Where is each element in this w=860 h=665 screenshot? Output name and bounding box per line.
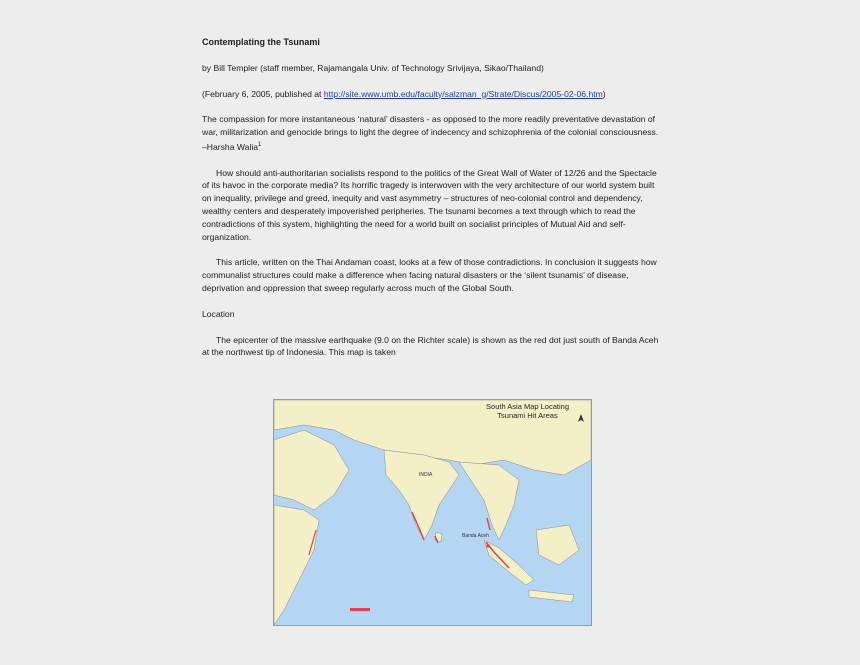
epigraph-quote [202, 113, 662, 153]
map-label-banda-aceh: Banda Aceh [462, 533, 489, 539]
hit-area-andaman [487, 518, 490, 530]
map-graphic [274, 400, 591, 625]
map-title [486, 402, 569, 420]
land-india [384, 450, 459, 540]
section-heading-location: Location [202, 308, 235, 319]
footnote-marker[interactable]: 1 [258, 141, 262, 148]
paragraph-2: This article, written on the Thai Andaman coast, looks at a few of those contradictions. In conclusion it suggests how communalist structures could make a difference when facing natural disasters or the ‘silent tsunamis’ of disease, deprivation and oppression that sweep regularly across much of the Global South. [202, 257, 657, 294]
land-java [529, 590, 574, 602]
map-label-india: INDIA [419, 472, 433, 478]
source-link[interactable]: http://site.www.umb.edu/faculty/salzman_g/Strate/Discus/2005-02-06.htm [323, 88, 603, 99]
tsunami-map-figure [273, 399, 592, 626]
land-sumatra [484, 540, 534, 585]
publication-date [202, 88, 662, 101]
land-borneo [536, 525, 579, 565]
land-arabia [274, 430, 349, 510]
byline: by Bill Templer (staff member, Rajamangala Univ. of Technology Srivijaya, Sikao/Thailand) [202, 62, 544, 73]
document-body [202, 36, 662, 372]
quote-text: The compassion for more instantaneous ‘natural’ disasters - as opposed to the more readily preventative devastation of war, militarization and genocide brings to light the degree of indecency and schizophrenia of the colonial consciousness. –Harsha Walia [202, 114, 659, 152]
document-title: Contemplating the Tsunami [202, 37, 320, 47]
paragraph-1: How should anti-authoritarian socialists respond to the politics of the Great Wall of Water of 12/26 and the Spectacle of its havoc in the corporate media? Its horrific tragedy is interwoven with the very architecture of our world system built on inequality, privilege and greed, inequity and vast asymmetry – structures of neo-colonial control and dependency, wealthy centers and desperately impoverished peripheries. The tsunami becomes a text through which to read the contradictions of this system, highlighting the need for a world built on socialist principles of Mutual Aid and self-organization. [202, 167, 657, 242]
map-title-line-2: Tsunami Hit Areas [497, 411, 558, 420]
map-title-line-1: South Asia Map Locating [486, 402, 569, 411]
paragraph-3: The epicenter of the massive earthquake (9.0 on the Richter scale) is shown as the red dot just south of Banda Aceh at the northwest tip of Indonesia. This map is taken [202, 334, 659, 358]
date-suffix: ) [602, 88, 606, 99]
date-prefix: (February 6, 2005, published at [202, 88, 324, 99]
map-legend [350, 608, 370, 611]
epicenter-dot [486, 544, 490, 548]
legend-swatch [350, 608, 370, 611]
land-africa [274, 505, 319, 625]
